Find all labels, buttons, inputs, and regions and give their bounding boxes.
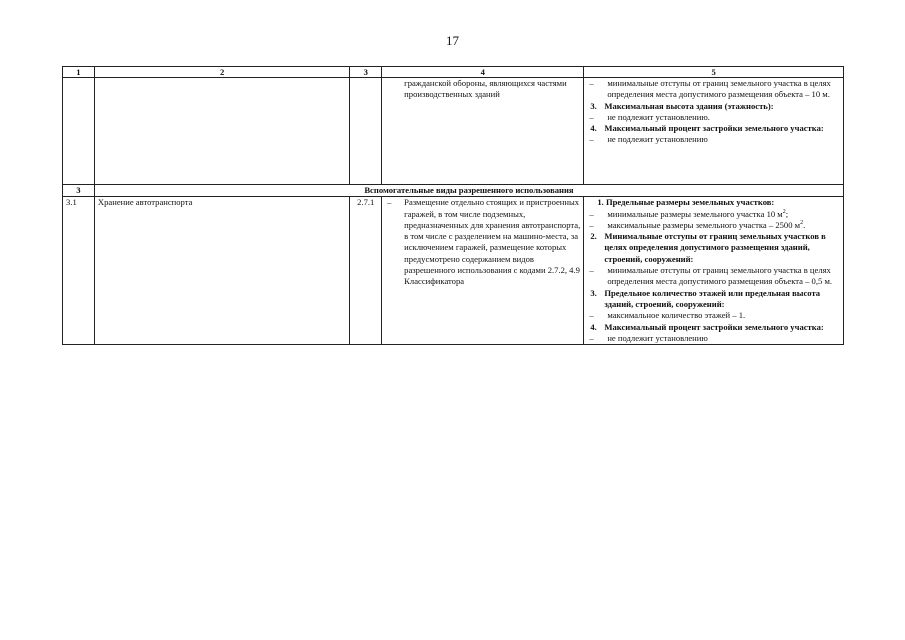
- row-number: 3.1: [63, 197, 95, 345]
- row-description-text: Размещение отдельно стоящих и пристроенных гаражей, в том числе подземных, предназначенных для хранения автотранспорта, в том числе с разделением на машино-места, за исключением гаражей, размещение которых предусмотрено содержанием видов разрешенного использования с кодами 2.7.2, 4.9 Классификатора: [404, 197, 581, 287]
- superscript: 2: [782, 208, 786, 215]
- regulations-table: [62, 66, 844, 345]
- list-marker: 3.: [590, 100, 597, 111]
- list-marker: –: [589, 208, 594, 219]
- parameter-item: [587, 209, 840, 220]
- list-marker: 2.: [590, 231, 597, 242]
- parameter-text: минимальные отступы от границ земельного участка в целях определения места допустимого размещения объекта – 10 м.: [607, 78, 831, 100]
- header-col-4: 4: [382, 67, 584, 78]
- cell-num-empty: [63, 78, 95, 185]
- row-name: Хранение автотранспорта: [94, 197, 349, 345]
- parameter-item: [587, 310, 840, 321]
- header-col-1: 1: [63, 67, 95, 78]
- punctuation: ;: [785, 208, 789, 219]
- parameter-text: Максимальная высота здания (этажность):: [604, 100, 774, 111]
- parameter-heading: [587, 288, 840, 311]
- parameter-text: Максимальный процент застройки земельного участка:: [604, 321, 824, 332]
- list-marker: –: [589, 265, 594, 276]
- header-col-2: 2: [94, 67, 349, 78]
- parameter-text: Предельное количество этажей или предельная высота зданий, строений, сооружений:: [604, 287, 821, 309]
- parameter-text: максимальное количество этажей – 1.: [607, 310, 746, 321]
- cell-name-empty: [94, 78, 349, 185]
- list-marker: 4.: [590, 321, 597, 332]
- section-row: [63, 185, 844, 197]
- list-marker: –: [589, 111, 594, 122]
- row-description: [382, 197, 584, 345]
- punctuation: .: [803, 219, 806, 230]
- parameter-heading: [587, 231, 840, 265]
- header-row: [63, 67, 844, 78]
- parameter-text: не подлежит установлению: [607, 332, 708, 343]
- parameter-item: [587, 134, 840, 145]
- list-marker: –: [589, 310, 594, 321]
- parameter-item: [587, 220, 840, 231]
- list-marker: –: [589, 219, 594, 230]
- row-parameters-list: [587, 197, 840, 344]
- list-marker: 4.: [590, 123, 597, 134]
- parameter-text: Максимальный процент застройки земельного участка:: [604, 123, 824, 134]
- parameter-text: минимальные отступы от границ земельного участка в целях определения места допустимого размещения объекта – 0,5 м.: [607, 265, 833, 287]
- parameter-heading: [587, 197, 840, 208]
- row-parameters: [584, 197, 844, 345]
- cell-description: [382, 78, 584, 185]
- list-marker: –: [589, 134, 594, 145]
- parameter-item: [587, 333, 840, 344]
- section-title: Вспомогательные виды разрешенного использования: [94, 185, 843, 197]
- table-row-continued: [63, 78, 844, 185]
- parameter-item: [587, 112, 840, 123]
- parameter-text: Предельные размеры земельных участков:: [605, 197, 775, 208]
- cell-parameters: [584, 78, 844, 185]
- parameter-heading: [587, 322, 840, 333]
- row-code: 2.7.1: [350, 197, 382, 345]
- page-number: 17: [446, 33, 459, 48]
- description-text: гражданской обороны, являющихся частями производственных зданий: [404, 78, 567, 100]
- table-row-3-1: [63, 197, 844, 345]
- superscript: 2: [800, 220, 804, 227]
- parameter-text: не подлежит установлению.: [607, 111, 710, 122]
- list-marker: –: [589, 78, 594, 88]
- list-marker: –: [589, 332, 594, 343]
- list-marker: 1.: [597, 197, 604, 208]
- header-col-5: 5: [584, 67, 844, 78]
- description-dash: –: [387, 197, 392, 208]
- parameter-item: [587, 265, 840, 288]
- parameter-item: [587, 78, 840, 101]
- parameter-text: максимальные размеры земельного участка – 2500 м: [607, 219, 801, 230]
- list-marker: 3.: [590, 287, 597, 298]
- parameter-text: Минимальные отступы от границ земельных участков в целях определения допустимого размещения зданий, строений, сооружений:: [604, 231, 826, 264]
- cell-code-empty: [350, 78, 382, 185]
- parameter-text: минимальные размеры земельного участка 10 м: [607, 208, 783, 219]
- parameter-text: не подлежит установлению: [607, 134, 708, 145]
- parameter-heading: [587, 123, 840, 134]
- header-col-3: 3: [350, 67, 382, 78]
- parameter-heading: [587, 101, 840, 112]
- parameters-list: [587, 78, 840, 146]
- section-number: 3: [63, 185, 95, 197]
